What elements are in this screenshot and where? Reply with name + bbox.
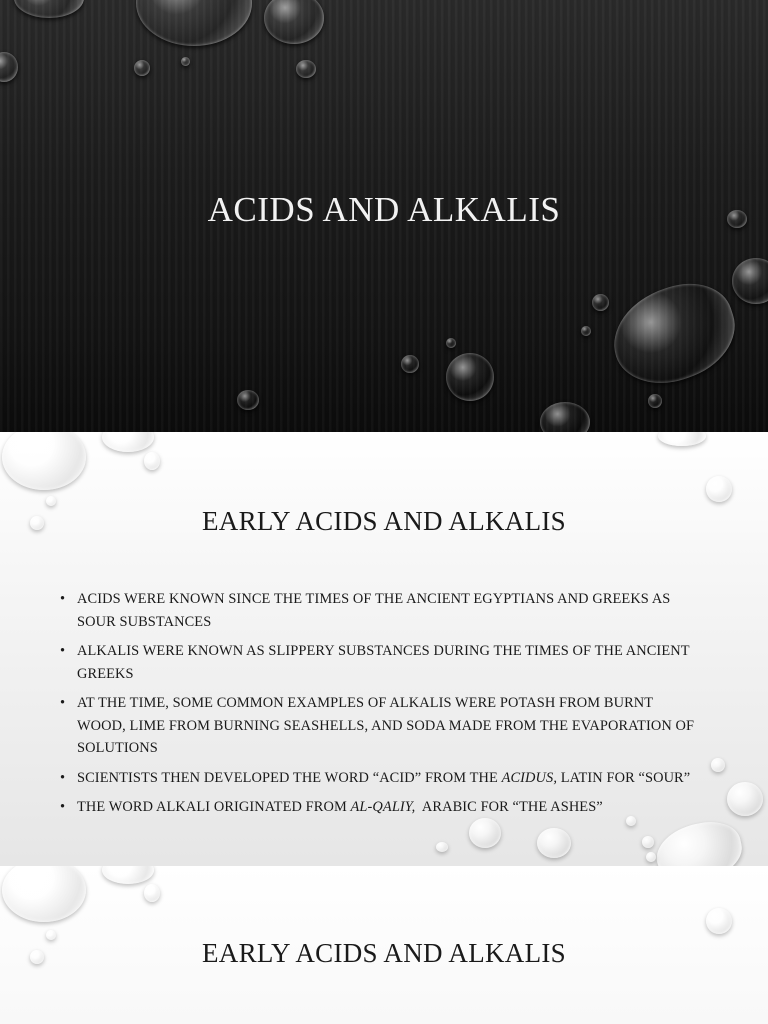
slide-title: EARLY ACIDS AND ALKALIS	[202, 938, 566, 968]
bullet-emphasis: ACIDUS,	[501, 769, 558, 786]
bullet-text: THE WORD ALKALI ORIGINATED FROM	[77, 799, 351, 815]
water-drop-decoration	[727, 782, 763, 816]
water-drop-decoration	[732, 258, 768, 304]
water-drop-decoration	[540, 402, 590, 432]
water-drop-decoration	[46, 496, 56, 506]
slide-title: ACIDS AND ALKALIS	[207, 190, 561, 229]
bullet-item	[60, 767, 700, 790]
water-drop-decoration	[446, 338, 456, 348]
bullet-item	[60, 796, 700, 819]
bullet-item: • AT THE TIME, SOME COMMON EXAMPLES OF ALKALIS WERE POTASH FROM BURNT WOOD, LIME FROM BURNING SEASHELLS, AND SODA MADE FROM THE EVAPORATION OF SOLUTIONS	[60, 692, 700, 760]
water-drop-decoration	[436, 842, 448, 852]
water-drop-decoration	[2, 866, 86, 922]
water-drop-decoration	[181, 57, 190, 66]
water-drop-decoration	[237, 390, 259, 410]
water-drop-decoration	[14, 0, 84, 18]
bullet-item: • ALKALIS WERE KNOWN AS SLIPPERY SUBSTANCES DURING THE TIMES OF THE ANCIENT GREEKS	[60, 640, 700, 685]
bullet-item: • ACIDS WERE KNOWN SINCE THE TIMES OF THE ANCIENT EGYPTIANS AND GREEKS AS SOUR SUBSTANCES	[60, 588, 700, 633]
water-drop-decoration	[648, 394, 662, 408]
water-drop-decoration	[136, 0, 252, 46]
water-drop-decoration	[102, 866, 154, 884]
water-drop-decoration	[581, 326, 591, 336]
water-drop-decoration	[592, 294, 609, 311]
water-drop-decoration	[144, 452, 160, 470]
slide-title-acids-and-alkalis	[0, 0, 768, 432]
water-drop-decoration	[646, 852, 656, 862]
water-drop-decoration	[601, 271, 747, 397]
water-drop-decoration	[537, 828, 571, 858]
bullet-text: LATIN FOR “SOUR”	[557, 769, 691, 786]
bullet-text: ARABIC FOR “THE ASHES”	[415, 799, 603, 815]
bullet-text: SCIENTISTS THEN DEVELOPED THE WORD “ACID” FROM THE	[77, 769, 502, 786]
water-drop-decoration	[446, 353, 494, 401]
water-drop-decoration	[102, 432, 154, 452]
water-drop-decoration	[658, 432, 706, 446]
water-drop-decoration	[401, 355, 419, 373]
slide-title: EARLY ACIDS AND ALKALIS	[202, 506, 566, 536]
bullet-list	[60, 588, 700, 826]
slide-early-acids-and-alkalis	[0, 432, 768, 866]
water-drop-decoration	[0, 52, 18, 82]
water-drop-decoration	[706, 476, 732, 502]
water-drop-decoration	[706, 908, 732, 934]
water-drop-decoration	[134, 60, 150, 76]
water-drop-decoration	[264, 0, 324, 44]
water-drop-decoration	[296, 60, 316, 78]
water-drop-decoration	[711, 758, 725, 772]
bullet-emphasis: AL-QALIY,	[350, 799, 416, 815]
slide-early-acids-and-alkalis-repeat	[0, 866, 768, 1024]
water-drop-decoration	[642, 836, 654, 848]
water-drop-decoration	[2, 432, 86, 490]
water-drop-decoration	[144, 884, 160, 902]
